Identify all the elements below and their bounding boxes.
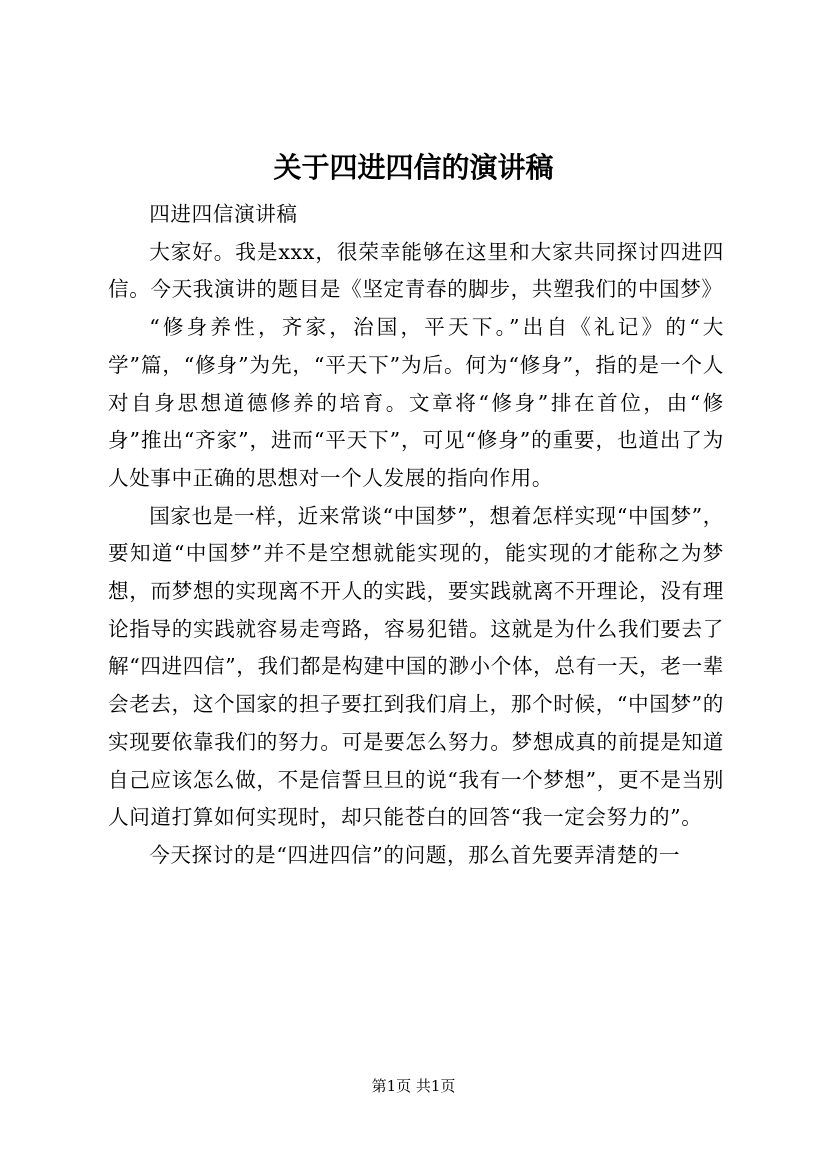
paragraph-2: “修身养性，齐家，治国，平天下。”出自《礼记》的“大学”篇，“修身”为先，“平天下”为后。何为“修身”，指的是一个人对自身思想道德修养的培育。文章将“修身”排在首位，由“修身”推出“齐家”，进而“平天下”，可见“修身”的重要，也道出了为人处事中正确的思想对一个人发展的指向作用。: [108, 315, 724, 490]
paragraph-1: 大家好。我是xxx，很荣幸能够在这里和大家共同探讨四进四信。今天我演讲的题目是《坚定青春的脚步，共塑我们的中国梦》: [108, 239, 724, 302]
page-footer: 第1页 共1页: [371, 1077, 456, 1095]
document-title: 关于四进四信的演讲稿: [273, 151, 554, 184]
document-body: [108, 196, 724, 875]
paragraph-3: 国家也是一样，近来常谈“中国梦”，想着怎样实现“中国梦”，要知道“中国梦”并不是空想就能实现的，能实现的才能称之为梦想，而梦想的实现离不开人的实践，要实践就离不开理论，没有理论指导的实践就容易走弯路，容易犯错。这就是为什么我们要去了解“四进四信”，我们都是构建中国的渺小个体，总有一天，老一辈会老去，这个国家的担子要扛到我们肩上，那个时候，“中国梦”的实现要依靠我们的努力。可是要怎么努力。梦想成真的前提是知道自己应该怎么做，不是信誓旦旦的说“我有一个梦想”，更不是当别人问道打算如何实现时，却只能苍白的回答“我一定会努力的”。: [108, 503, 724, 830]
document-subtitle: 四进四信演讲稿: [149, 202, 298, 226]
paragraph-4: 今天探讨的是“四进四信”的问题，那么首先要弄清楚的一: [149, 842, 681, 867]
